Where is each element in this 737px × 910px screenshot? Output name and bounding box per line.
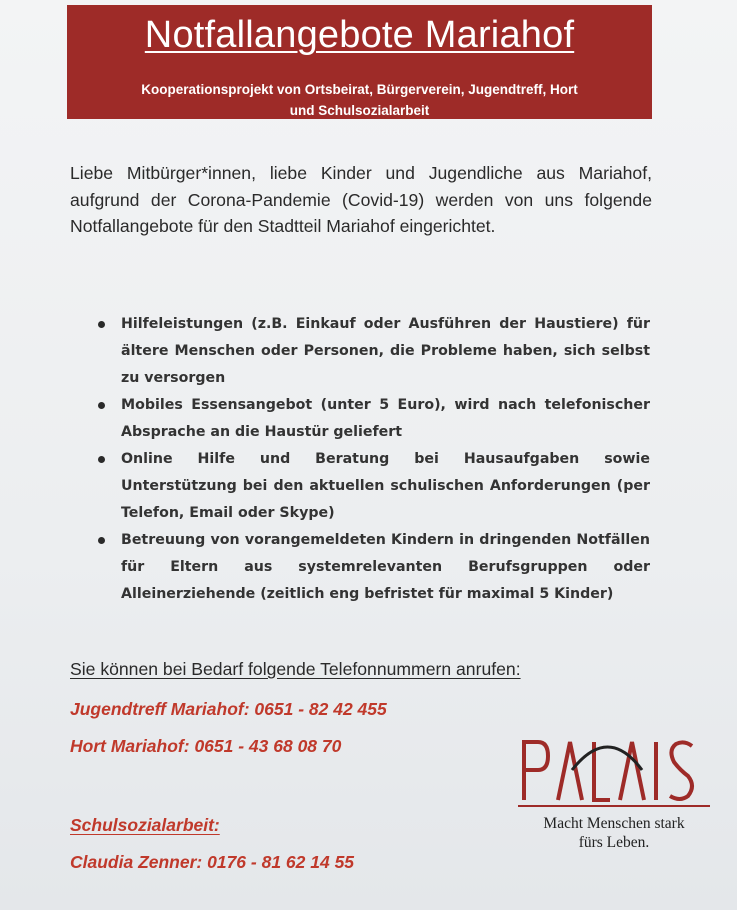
- subtitle-line-1: Kooperationsprojekt von Ortsbeirat, Bürgerverein, Jugendtreff, Hort: [141, 82, 578, 97]
- offer-text: Online Hilfe und Beratung bei Hausaufgaben sowie Unterstützung bei den aktuellen schulischen Anforderungen (per Telefon, Email oder Skype): [121, 451, 650, 521]
- offer-text: Mobiles Essensangebot (unter 5 Euro), wird nach telefonischer Absprache an die Haustür geliefert: [121, 397, 650, 440]
- contact-jugendtreff: Jugendtreff Mariahof: 0651 - 82 42 455: [70, 699, 387, 719]
- schulsozialarbeit-label: Schulsozialarbeit:: [70, 815, 220, 835]
- bullet-icon: [98, 537, 105, 544]
- list-item: [98, 446, 650, 527]
- contact-schulsozialarbeit: Claudia Zenner: 0176 - 81 62 14 55: [70, 852, 355, 872]
- slogan-line-1: Macht Menschen stark: [543, 815, 685, 832]
- logo-slogan: [514, 814, 714, 852]
- palais-wordmark-icon: [514, 730, 714, 810]
- offer-text: Betreuung von vorangemeldeten Kindern in dringenden Notfällen für Eltern aus systemrelevanten Berufsgruppen oder Alleinerziehende (zeitlich eng befristet für maximal 5 Kinder): [121, 532, 650, 602]
- slogan-line-2: fürs Leben.: [578, 834, 650, 851]
- list-item: [98, 392, 650, 446]
- bullet-icon: [98, 456, 105, 463]
- palais-logo: [514, 730, 714, 860]
- subtitle-line-2: und Schulsozialarbeit: [289, 103, 430, 118]
- offer-text: Hilfeleistungen (z.B. Einkauf oder Ausführen der Haustiere) für ältere Menschen oder Personen, die Probleme haben, sich selbst zu versorgen: [121, 316, 650, 386]
- bullet-icon: [98, 402, 105, 409]
- page-subtitle: [67, 79, 652, 121]
- intro-paragraph: Liebe Mitbürger*innen, liebe Kinder und Jugendliche aus Mariahof, aufgrund der Corona-Pandemie (Covid-19) werden von uns folgende Notfallangebote für den Stadtteil Mariahof eingerichtet.: [70, 163, 652, 236]
- list-item: [98, 311, 650, 392]
- contact-hort: Hort Mariahof: 0651 - 43 68 08 70: [70, 736, 342, 756]
- phone-intro: Sie können bei Bedarf folgende Telefonnummern anrufen:: [70, 659, 521, 679]
- bullet-icon: [98, 321, 105, 328]
- list-item: [98, 527, 650, 608]
- header-banner: [67, 5, 652, 119]
- page-title: Notfallangebote Mariahof: [144, 14, 575, 56]
- offers-list: [98, 311, 650, 608]
